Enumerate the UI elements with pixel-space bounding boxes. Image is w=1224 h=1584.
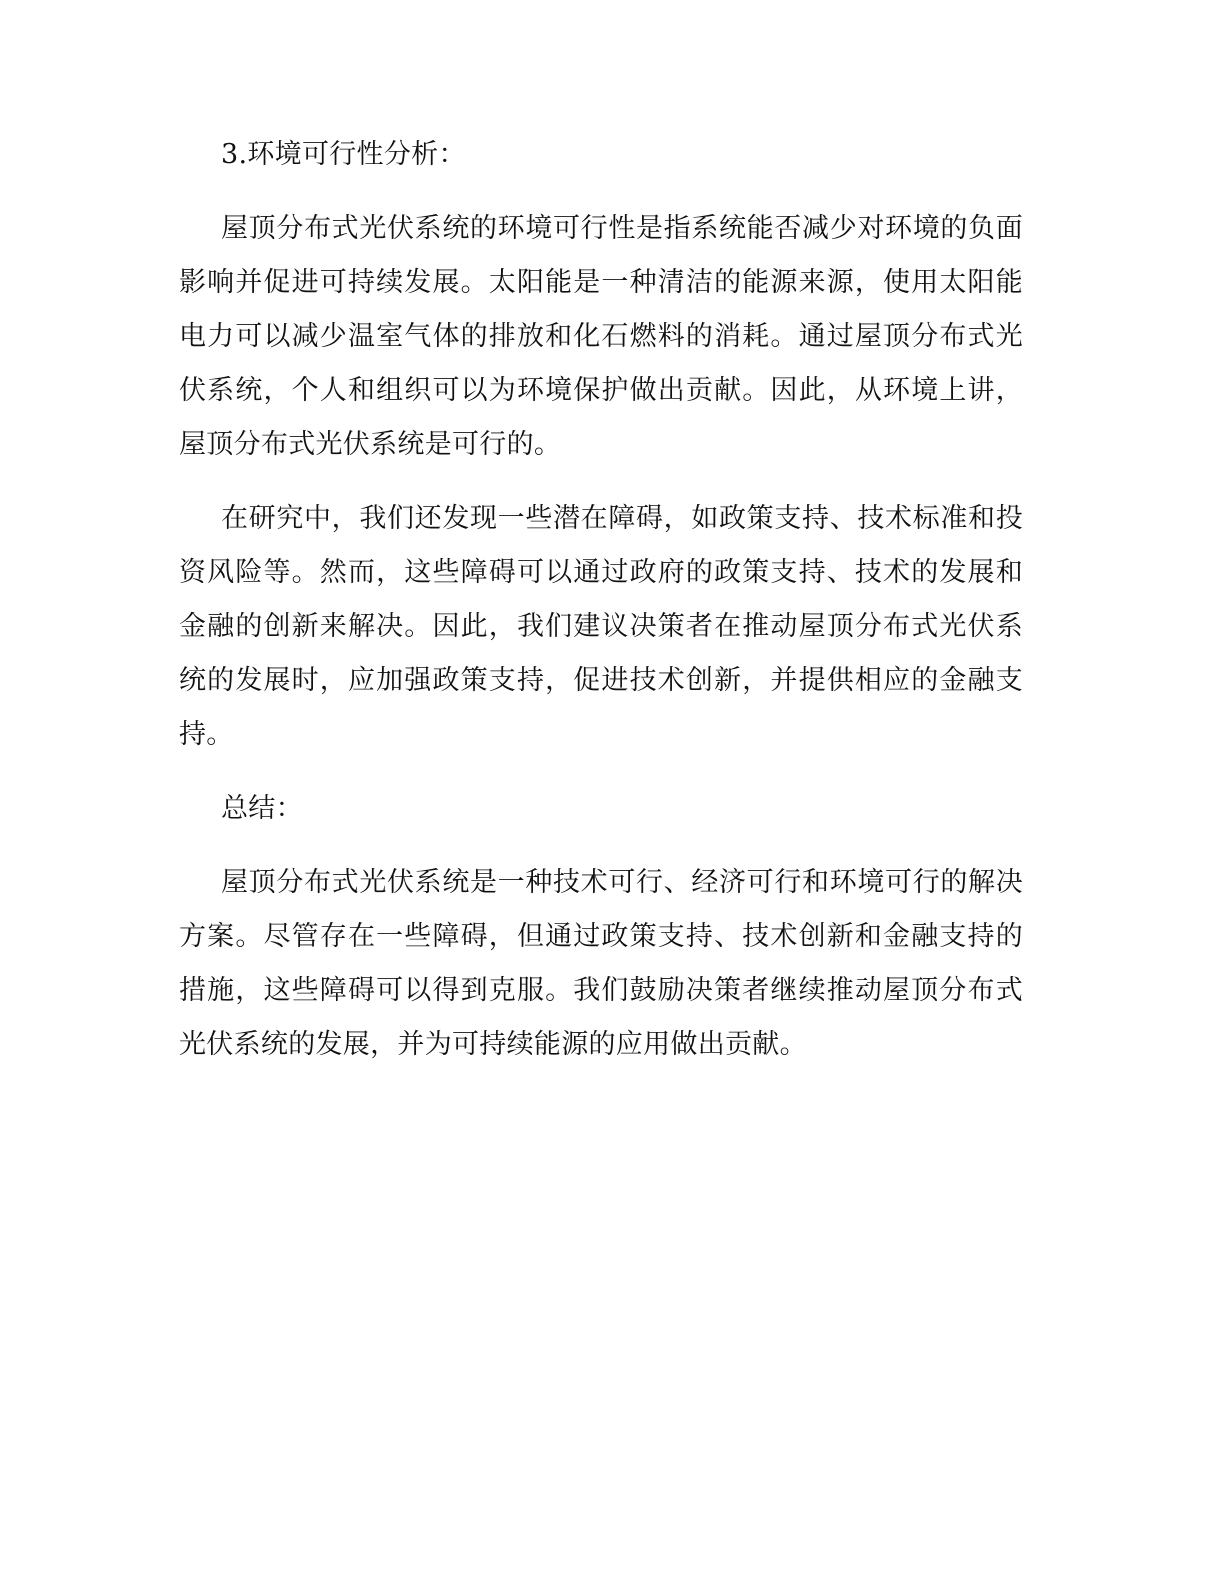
paragraph-barriers: 在研究中，我们还发现一些潜在障碍，如政策支持、技术标准和投资风险等。然而，这些障碍可以通过政府的政策支持、技术的发展和金融的创新来解决。因此，我们建议决策者在推动屋顶分布式光伏系统的发展时，应加强政策支持，促进技术创新，并提供相应的金融支持。 [179, 503, 1023, 750]
section-heading: 3.环境可行性分析： [221, 139, 466, 170]
paragraph-environment: 屋顶分布式光伏系统的环境可行性是指系统能否减少对环境的负面影响并促进可持续发展。太阳能是一种清洁的能源来源，使用太阳能电力可以减少温室气体的排放和化石燃料的消耗。通过屋顶分布式光伏系统，个人和组织可以为环境保护做出贡献。因此，从环境上讲，屋顶分布式光伏系统是可行的。 [179, 213, 1023, 460]
paragraph-summary: 屋顶分布式光伏系统是一种技术可行、经济可行和环境可行的解决方案。尽管存在一些障碍，但通过政策支持、技术创新和金融支持的措施，这些障碍可以得到克服。我们鼓励决策者继续推动屋顶分布式光伏系统的发展，并为可持续能源的应用做出贡献。 [179, 867, 1023, 1060]
document-body [179, 128, 1023, 1092]
summary-heading: 总结： [221, 793, 303, 824]
